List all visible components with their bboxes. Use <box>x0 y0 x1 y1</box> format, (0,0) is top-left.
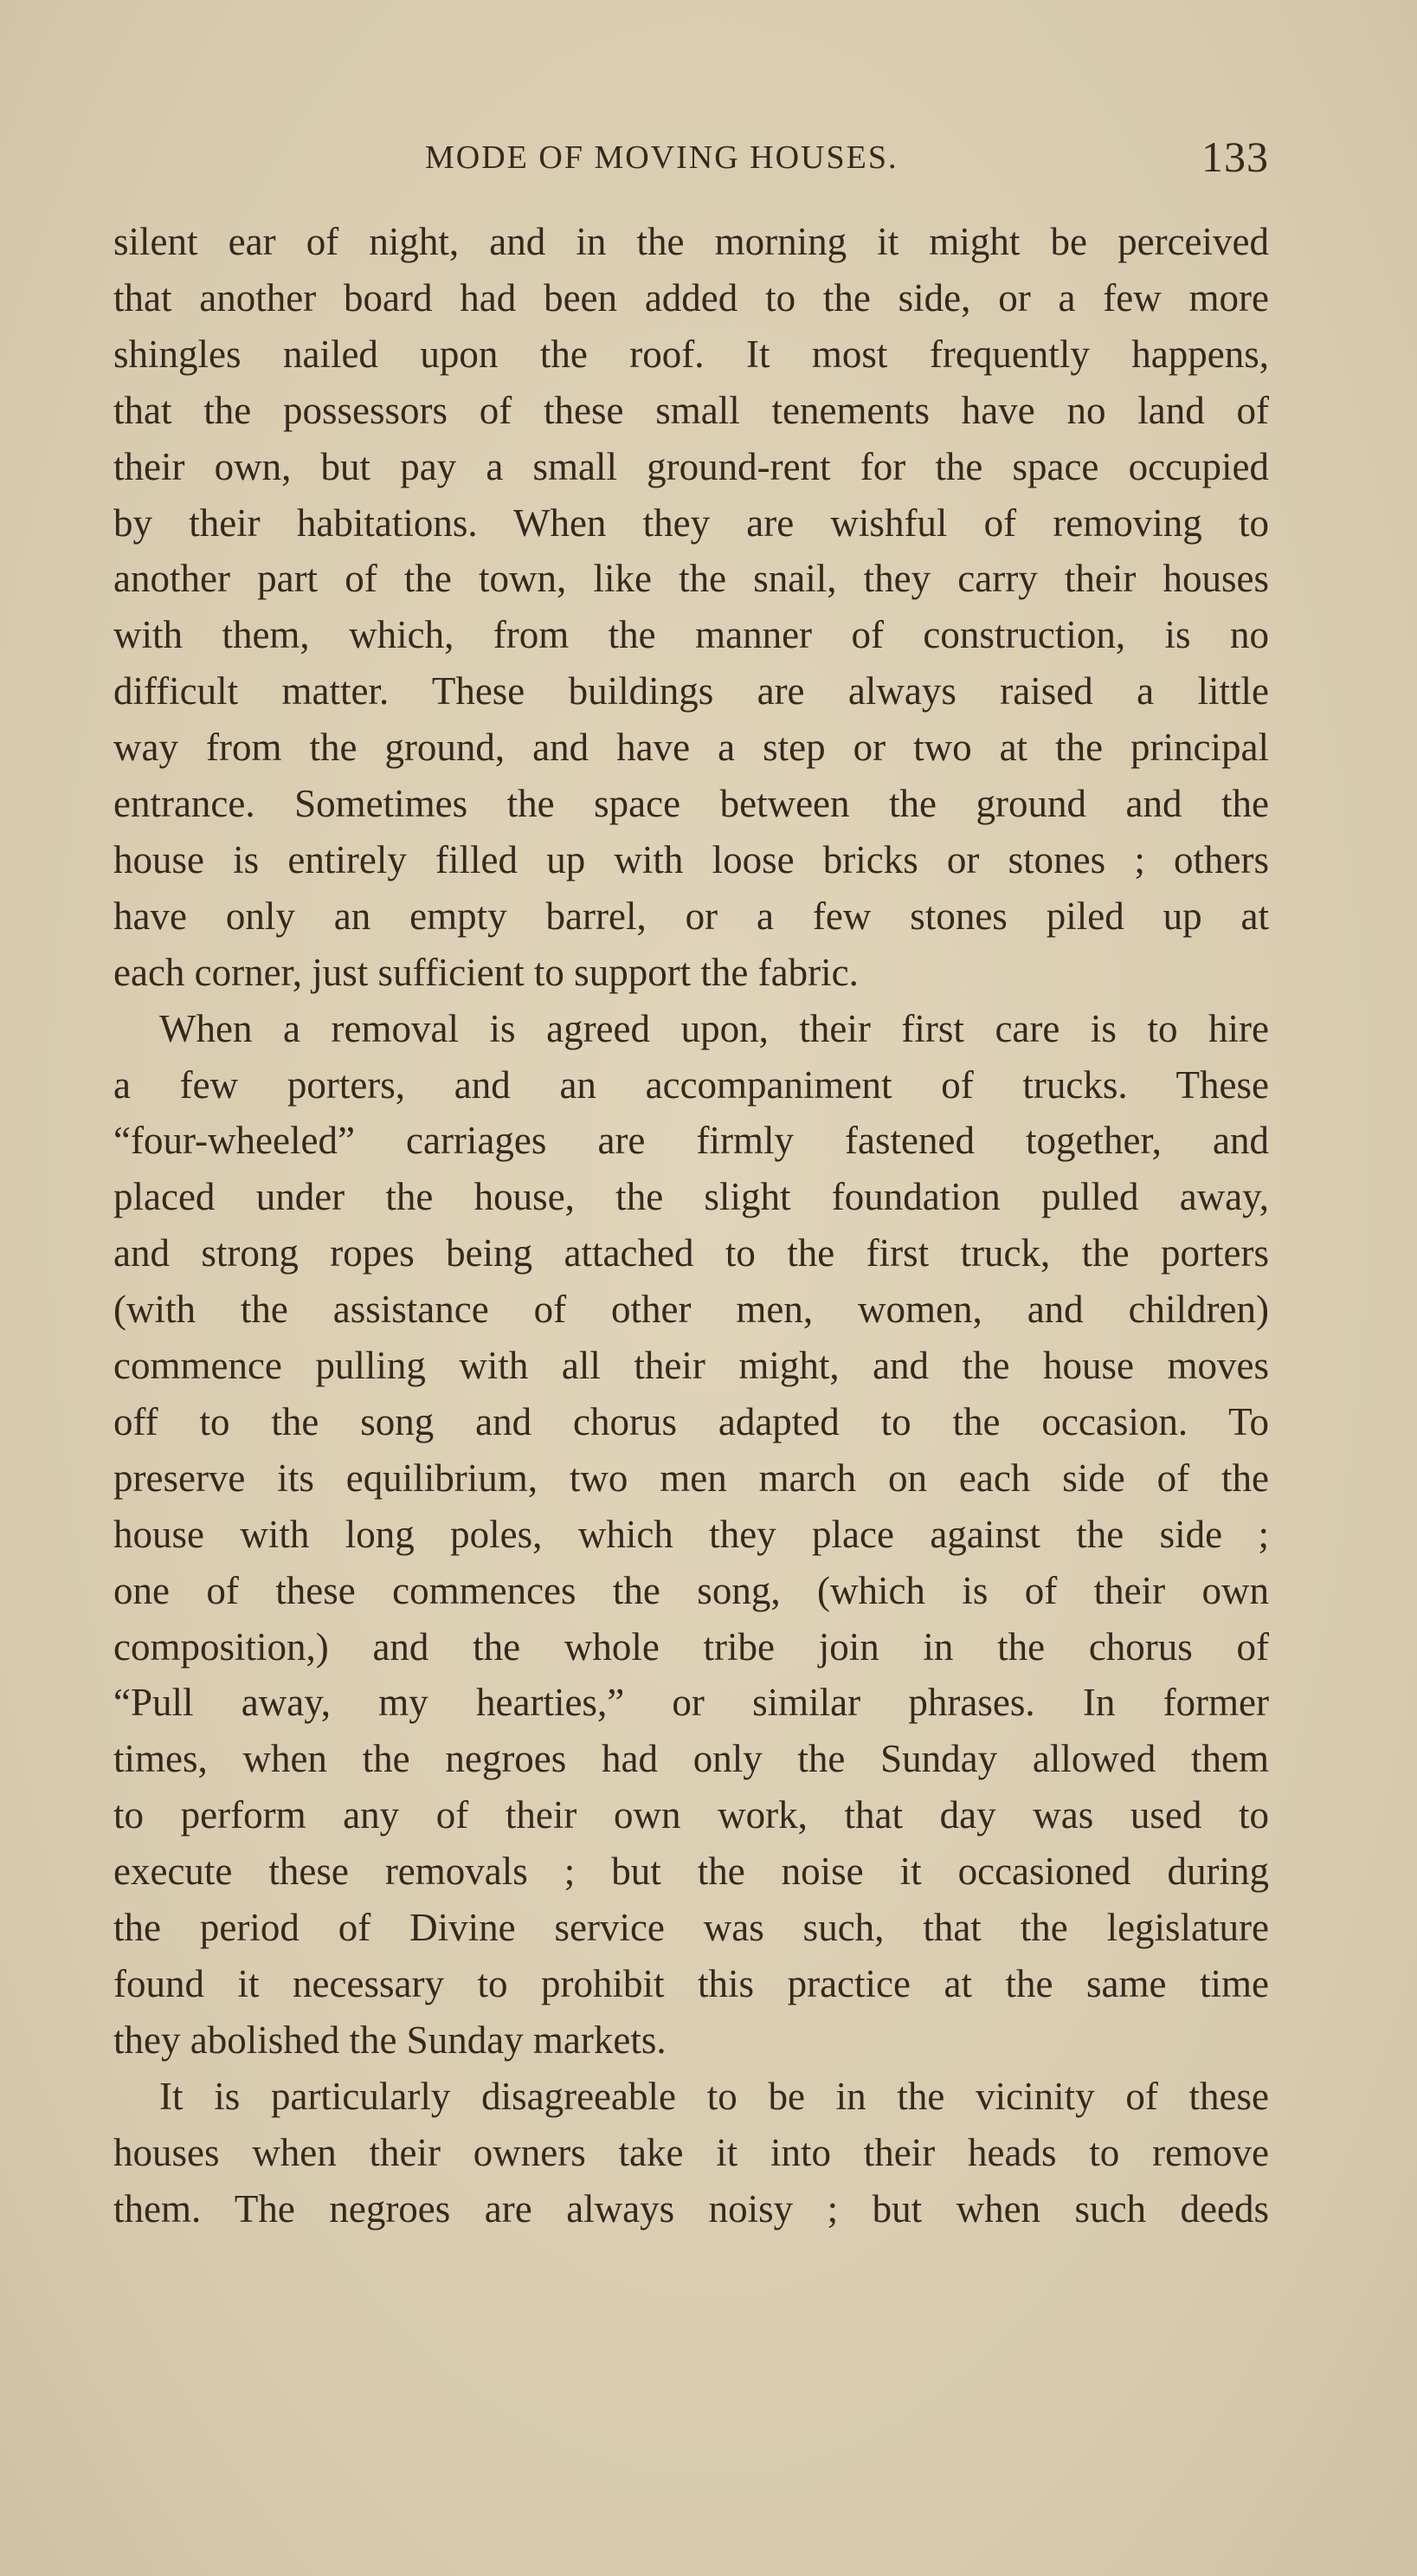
text-line: that the possessors of these small tenements have no land of <box>113 388 1269 432</box>
text-line: another part of the town, like the snail, they carry their houses <box>113 557 1269 601</box>
text-line: they abolished the Sunday markets. <box>113 2018 667 2062</box>
text-line: houses when their owners take it into their heads to remove <box>113 2130 1269 2174</box>
text-line: composition,) and the whole tribe join in the chorus of <box>113 1624 1269 1669</box>
text-line: difficult matter. These buildings are always raised a little <box>113 669 1269 713</box>
page-number: 133 <box>1201 132 1269 181</box>
text-line: entrance. Sometimes the space between the ground and the <box>113 782 1269 825</box>
text-line: one of these commences the song, (which is of their own <box>113 1568 1269 1612</box>
text-line: each corner, just sufficient to support the fabric. <box>113 950 859 994</box>
page-header <box>113 132 1269 184</box>
text-line: their own, but pay a small ground-rent for the space occupied <box>113 444 1269 488</box>
text-line: shingles nailed upon the roof. It most frequently happens, <box>113 332 1269 376</box>
text-line: It is particularly disagreeable to be in the vicinity of these <box>159 2074 1269 2118</box>
text-line: “four-wheeled” carriages are firmly fastened together, and <box>113 1119 1269 1163</box>
text-line: have only an empty barrel, or a few stones piled up at <box>113 894 1269 938</box>
text-line: preserve its equilibrium, two men march on each side of the <box>113 1456 1269 1500</box>
text-line: silent ear of night, and in the morning it might be perceived <box>113 220 1269 263</box>
text-line: found it necessary to prohibit this practice at the same time <box>113 1961 1269 2005</box>
text-line: with them, which, from the manner of construction, is no <box>113 613 1269 657</box>
text-line: them. The negroes are always noisy ; but when such deeds <box>113 2186 1269 2231</box>
text-line: “Pull away, my hearties,” or similar phrases. In former <box>113 1681 1269 1725</box>
text-line: When a removal is agreed upon, their first care is to hire <box>159 1006 1269 1050</box>
text-line: house is entirely filled up with loose bricks or stones ; others <box>113 837 1269 881</box>
text-line: times, when the negroes had only the Sunday allowed them <box>113 1737 1269 1781</box>
text-line: way from the ground, and have a step or two at the principal <box>113 726 1269 770</box>
text-line: (with the assistance of other men, women, and children) <box>113 1288 1269 1332</box>
text-line: that another board had been added to the side, or a few more <box>113 275 1269 320</box>
text-line: off to the song and chorus adapted to the occasion. To <box>113 1399 1269 1443</box>
text-line: placed under the house, the slight foundation pulled away, <box>113 1175 1269 1219</box>
text-line: by their habitations. When they are wishful of removing to <box>113 500 1269 545</box>
text-line: and strong ropes being attached to the first truck, the porters <box>113 1231 1269 1275</box>
text-line: commence pulling with all their might, and the house moves <box>113 1344 1269 1387</box>
text-line: a few porters, and an accompaniment of trucks. These <box>113 1062 1269 1107</box>
running-title: MODE OF MOVING HOUSES. <box>425 139 899 176</box>
text-line: to perform any of their own work, that day was used to <box>113 1793 1269 1837</box>
text-line: the period of Divine service was such, that the legislature <box>113 1906 1269 1949</box>
text-line: house with long poles, which they place against the side ; <box>113 1512 1269 1556</box>
text-line: execute these removals ; but the noise it occasioned during <box>113 1850 1269 1894</box>
